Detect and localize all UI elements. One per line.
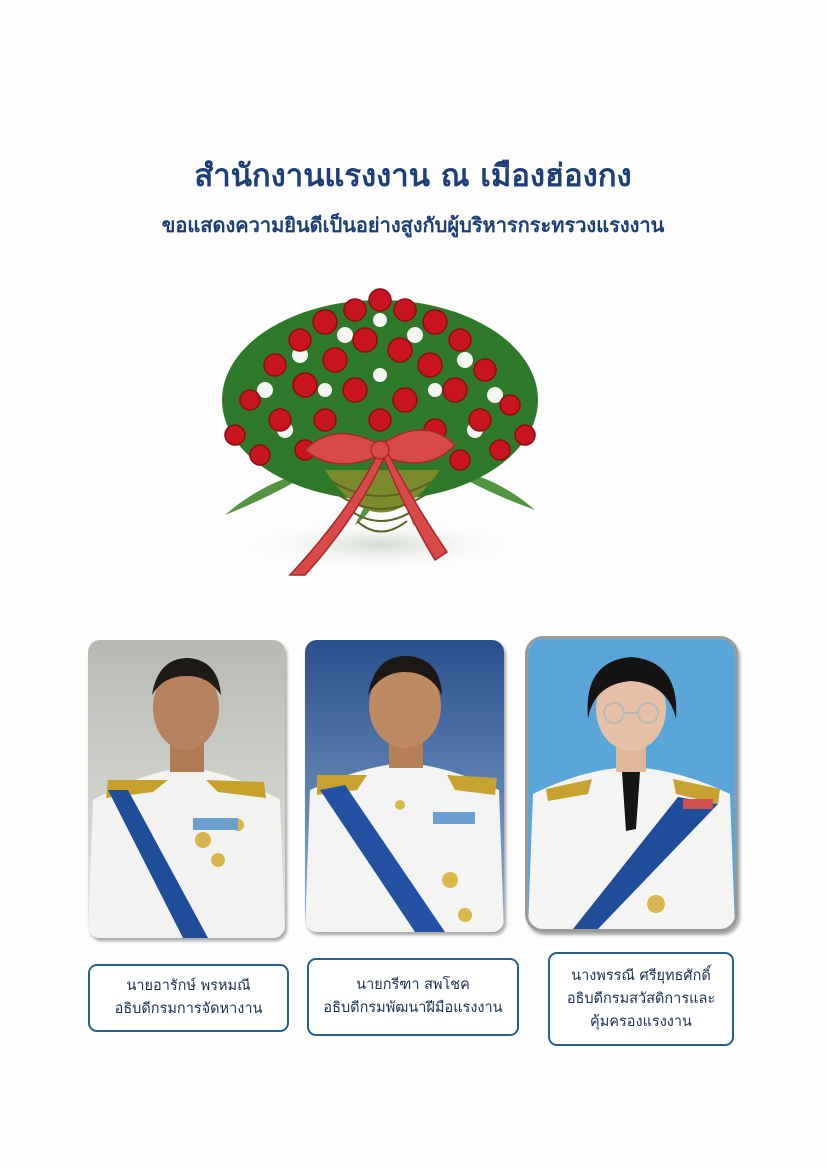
official-card-3: [548, 952, 734, 1046]
official-photo-1: [88, 640, 285, 938]
flower-basket-illustration: [205, 280, 555, 580]
official-position: อธิบดีกรมสวัสดิการและ: [566, 990, 716, 1007]
official-photo-3: [525, 636, 738, 932]
page-subtitle: ขอแสดงความยินดีเป็นอย่างสูงกับผู้บริหารกระทรวงแรงงาน: [161, 213, 665, 237]
official-name: นายอารักษ์ พรหมณี: [126, 978, 251, 994]
official-position: คุ้มครองแรงงาน: [590, 1013, 692, 1030]
official-position: อธิบดีกรมการจัดหางาน: [114, 1001, 263, 1017]
official-photo-2: [305, 640, 504, 932]
official-name: นางพรรณี ศรียุทธศักดิ์: [571, 967, 711, 984]
official-name: นายกรีฑา สพโชค: [356, 977, 470, 993]
page-title: สำนักงานแรงงาน ณ เมืองฮ่องกง: [194, 158, 632, 194]
official-card-2: [307, 958, 519, 1036]
official-position: อธิบดีกรมพัฒนาฝีมือแรงงาน: [323, 1000, 503, 1016]
official-card-1: [88, 964, 289, 1032]
